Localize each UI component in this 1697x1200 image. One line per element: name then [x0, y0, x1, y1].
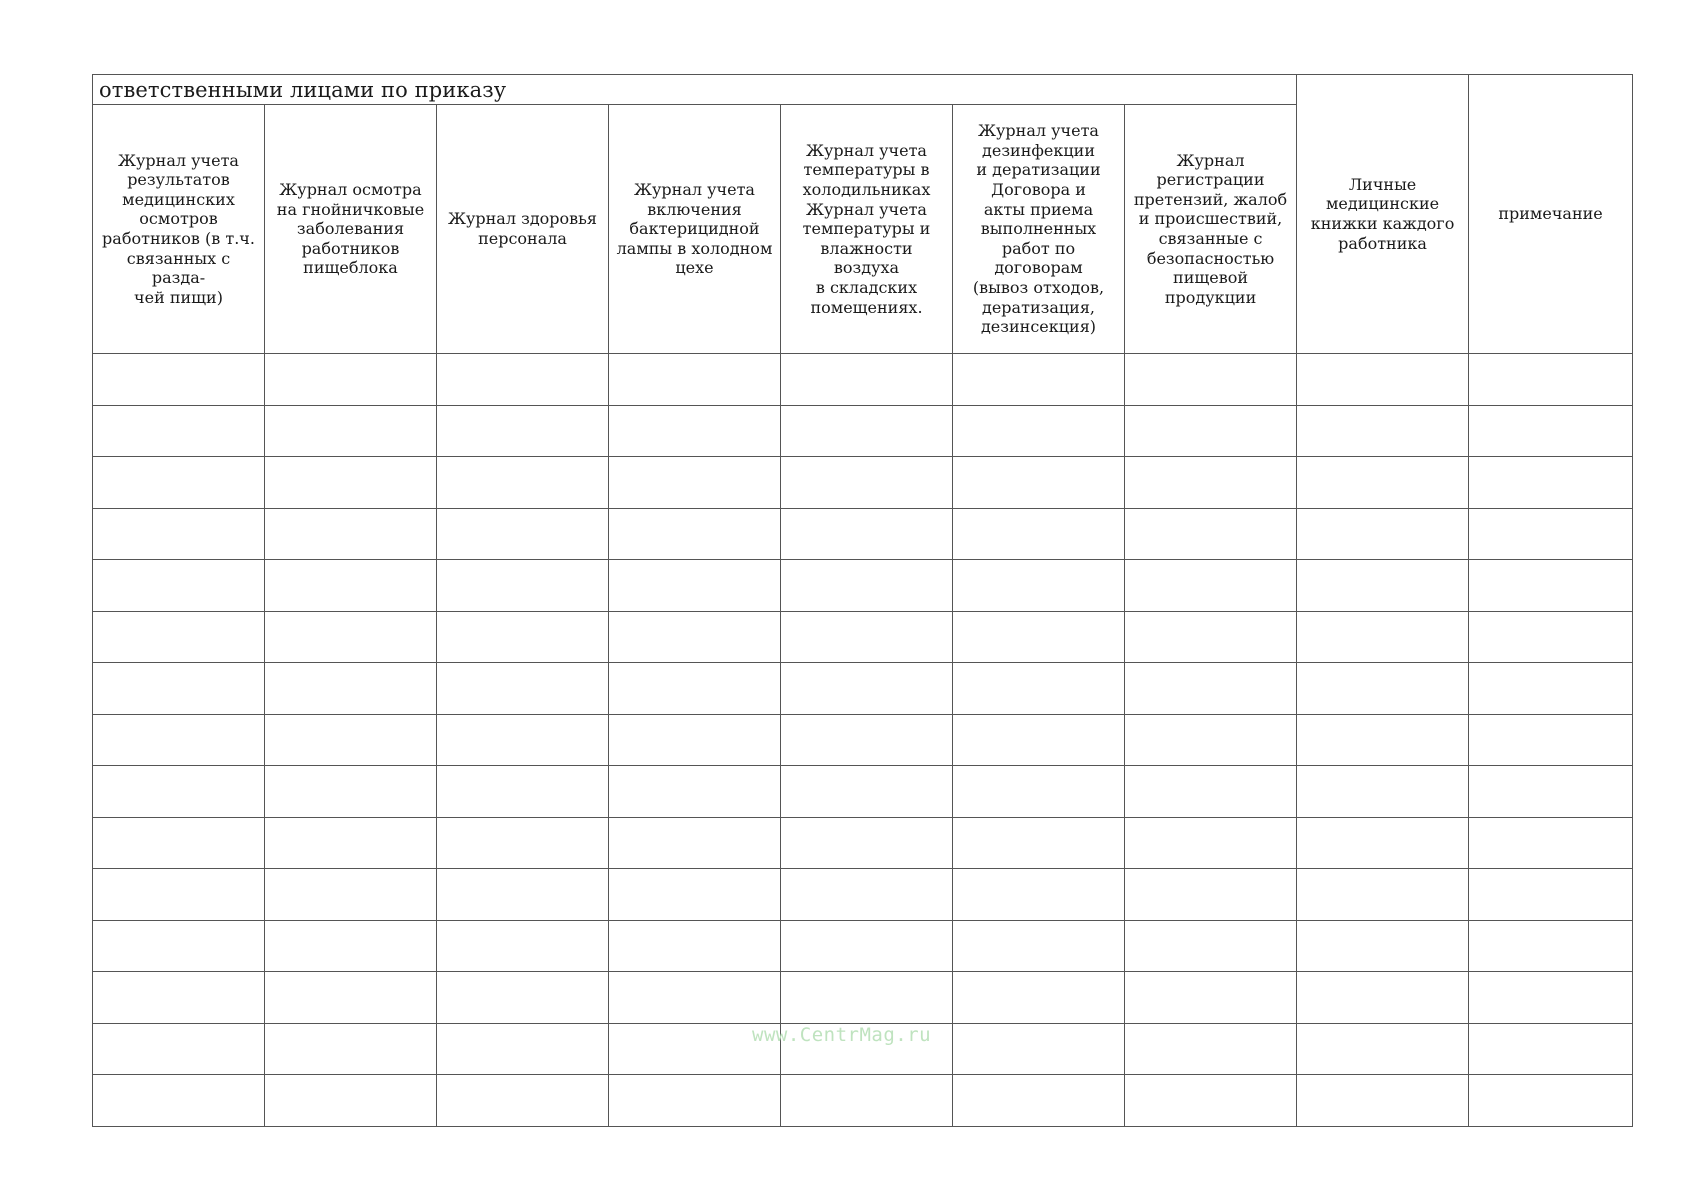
table-cell	[953, 714, 1125, 766]
table-cell	[265, 869, 437, 921]
table-cell	[1469, 766, 1633, 818]
table-cell	[1469, 405, 1633, 457]
table-cell	[93, 560, 265, 612]
table-cell	[953, 1075, 1125, 1127]
table-cell	[781, 714, 953, 766]
table-cell	[1469, 508, 1633, 560]
table-cell	[953, 611, 1125, 663]
table-cell	[781, 766, 953, 818]
table-cell	[265, 611, 437, 663]
table-cell	[1125, 508, 1297, 560]
table-cell	[265, 920, 437, 972]
table-cell	[781, 972, 953, 1024]
table-row	[93, 354, 1633, 406]
table-cell	[1297, 1023, 1469, 1075]
table-cell	[1125, 560, 1297, 612]
table-cell	[437, 508, 609, 560]
table-cell	[1297, 560, 1469, 612]
table-cell	[781, 663, 953, 715]
table-cell	[953, 869, 1125, 921]
table-cell	[1297, 508, 1469, 560]
table-cell	[1297, 405, 1469, 457]
table-cell	[437, 457, 609, 509]
table-cell	[437, 1075, 609, 1127]
journal-table	[92, 74, 1633, 1127]
table-cell	[953, 972, 1125, 1024]
table-cell	[609, 972, 781, 1024]
table-cell	[609, 869, 781, 921]
table-cell	[1469, 354, 1633, 406]
table-cell	[1125, 714, 1297, 766]
table-cell	[437, 1023, 609, 1075]
table-cell	[1125, 611, 1297, 663]
table-cell	[1297, 817, 1469, 869]
table-cell	[609, 1075, 781, 1127]
table-cell	[781, 1075, 953, 1127]
table-row	[93, 920, 1633, 972]
table-cell	[93, 920, 265, 972]
group-header: ответственными лицами по приказу	[93, 75, 1297, 105]
table-cell	[781, 457, 953, 509]
table-cell	[1297, 869, 1469, 921]
column-header-label: Журнал здоровья персонала	[448, 209, 597, 248]
table-cell	[781, 560, 953, 612]
table-cell	[1297, 457, 1469, 509]
table-cell	[265, 457, 437, 509]
table-cell	[437, 817, 609, 869]
table-cell	[1469, 817, 1633, 869]
table-cell	[609, 920, 781, 972]
table-cell	[1125, 1023, 1297, 1075]
table-cell	[1125, 869, 1297, 921]
table-cell	[265, 817, 437, 869]
table-cell	[609, 766, 781, 818]
table-cell	[781, 920, 953, 972]
table-cell	[437, 920, 609, 972]
table-cell	[609, 611, 781, 663]
table-row	[93, 405, 1633, 457]
table-cell	[609, 405, 781, 457]
table-cell	[1297, 354, 1469, 406]
table-row	[93, 560, 1633, 612]
table-cell	[609, 354, 781, 406]
table-cell	[265, 508, 437, 560]
table-cell	[1125, 817, 1297, 869]
table-cell	[609, 560, 781, 612]
table-cell	[953, 817, 1125, 869]
table-cell	[953, 1023, 1125, 1075]
table-cell	[93, 817, 265, 869]
table-cell	[93, 1023, 265, 1075]
table-cell	[93, 457, 265, 509]
table-cell	[1297, 714, 1469, 766]
column-header-label: Журнал регистрации претензий, жалоб и происшествий, связанные с безопасностью пищевой продукции	[1133, 150, 1288, 307]
column-header-complaints	[1125, 105, 1297, 354]
table-cell	[437, 354, 609, 406]
table-cell	[93, 869, 265, 921]
table-cell	[1469, 611, 1633, 663]
table-cell	[1469, 663, 1633, 715]
table-cell	[953, 405, 1125, 457]
table-row	[93, 817, 1633, 869]
column-header-temperature	[781, 105, 953, 354]
table-cell	[265, 1075, 437, 1127]
table-cell	[1125, 457, 1297, 509]
table-cell	[953, 920, 1125, 972]
table-cell	[1125, 972, 1297, 1024]
table-cell	[93, 508, 265, 560]
table-cell	[93, 354, 265, 406]
column-header-label: Журнал учета дезинфекции и дератизации Договора и акты приема выполненных работ по договорам (вывоз отходов, дератизация, дезинсекция)	[972, 121, 1105, 337]
table-cell	[437, 405, 609, 457]
table-cell	[1125, 354, 1297, 406]
column-header-bactericidal-lamp	[609, 105, 781, 354]
table-cell	[93, 663, 265, 715]
table-cell	[1469, 1075, 1633, 1127]
table-cell	[265, 405, 437, 457]
table-cell	[1297, 1075, 1469, 1127]
table-cell	[1469, 1023, 1633, 1075]
table-cell	[93, 611, 265, 663]
table-cell	[437, 663, 609, 715]
table-cell	[265, 972, 437, 1024]
column-header-staff-health	[437, 105, 609, 354]
table-cell	[1125, 920, 1297, 972]
table-cell	[93, 405, 265, 457]
table-cell	[1469, 869, 1633, 921]
column-header-label: Личные медицинские книжки каждого работника	[1310, 174, 1455, 253]
table-cell	[781, 869, 953, 921]
table-cell	[265, 1023, 437, 1075]
table-cell	[1125, 405, 1297, 457]
table-row	[93, 663, 1633, 715]
table-cell	[953, 663, 1125, 715]
table-cell	[93, 1075, 265, 1127]
column-header-label: Журнал осмотра на гнойничковые заболевания работников пищеблока	[276, 180, 425, 278]
table-row	[93, 1075, 1633, 1127]
table-cell	[953, 457, 1125, 509]
table-cell	[265, 560, 437, 612]
table-cell	[1469, 714, 1633, 766]
table-cell	[781, 405, 953, 457]
table-cell	[781, 817, 953, 869]
table-cell	[1297, 972, 1469, 1024]
table-cell	[93, 766, 265, 818]
column-header-label: Журнал учета температуры в холодильниках Журнал учета температуры и влажности воздуха в складских помещениях.	[802, 140, 931, 317]
table-row	[93, 972, 1633, 1024]
column-header-medical-exams	[93, 105, 265, 354]
column-header-pustular-inspection	[265, 105, 437, 354]
table-row	[93, 508, 1633, 560]
table-cell	[1297, 611, 1469, 663]
table-cell	[437, 714, 609, 766]
table-cell	[781, 611, 953, 663]
table-cell	[1469, 920, 1633, 972]
table-cell	[953, 766, 1125, 818]
table-row	[93, 611, 1633, 663]
table-row	[93, 457, 1633, 509]
table-cell	[265, 714, 437, 766]
table-cell	[609, 457, 781, 509]
table-cell	[265, 663, 437, 715]
table-cell	[609, 663, 781, 715]
table-cell	[1125, 766, 1297, 818]
table-cell	[1469, 972, 1633, 1024]
table-cell	[437, 611, 609, 663]
table-cell	[437, 972, 609, 1024]
journal-body	[93, 354, 1633, 1127]
column-header-label: примечание	[1498, 204, 1603, 224]
column-header-label: Журнал учета результатов медицинских осмотров работников (в т.ч. связанных с разда- чей пищи)	[102, 150, 255, 307]
table-row	[93, 766, 1633, 818]
table-cell	[781, 354, 953, 406]
table-cell	[953, 508, 1125, 560]
column-header-disinfection	[953, 105, 1125, 354]
table-cell	[781, 508, 953, 560]
watermark: www.CentrMag.ru	[752, 1024, 932, 1046]
column-header-notes	[1469, 75, 1633, 354]
table-cell	[265, 354, 437, 406]
table-cell	[437, 869, 609, 921]
table-row	[93, 869, 1633, 921]
table-cell	[93, 714, 265, 766]
table-cell	[1125, 663, 1297, 715]
table-cell	[437, 766, 609, 818]
table-cell	[609, 508, 781, 560]
table-cell	[1297, 920, 1469, 972]
table-cell	[953, 354, 1125, 406]
table-cell	[1469, 560, 1633, 612]
table-cell	[953, 560, 1125, 612]
table-cell	[609, 714, 781, 766]
table-cell	[265, 766, 437, 818]
table-cell	[437, 560, 609, 612]
table-cell	[1297, 663, 1469, 715]
table-row	[93, 714, 1633, 766]
column-header-label: Журнал учета включения бактерицидной лампы в холодном цехе	[616, 180, 773, 278]
column-header-medical-books	[1297, 75, 1469, 354]
table-cell	[93, 972, 265, 1024]
table-cell	[1125, 1075, 1297, 1127]
table-cell	[609, 817, 781, 869]
table-cell	[1297, 766, 1469, 818]
table-cell	[1469, 457, 1633, 509]
